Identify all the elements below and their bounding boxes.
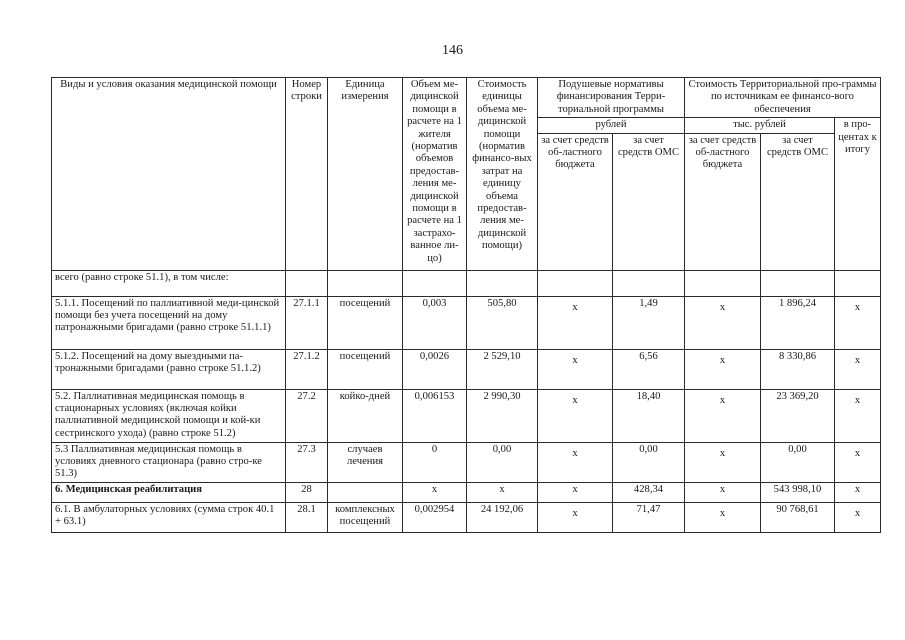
header-row-number: Номер строки — [286, 78, 328, 271]
row-tc-budget: х — [685, 349, 761, 389]
row-pc-budget: х — [538, 296, 613, 349]
row-unit — [328, 482, 403, 502]
row-unit-cost: 2 990,30 — [467, 389, 538, 442]
row-pc-budget: х — [538, 482, 613, 502]
row-name: 5.2. Паллиативная медицинская помощь в стационарных условиях (включая койки паллиативной медицинской помощи и кой-ки сестринского ухода) (равно строке 51.2) — [52, 389, 286, 442]
header-per-capita: Подушевые нормативы финансирования Терри-ториальной программы — [538, 78, 685, 118]
row-tc-budget: х — [685, 389, 761, 442]
row-unit: койко-дней — [328, 389, 403, 442]
row-tc-budget: х — [685, 482, 761, 502]
row-unit-cost: 24 192,06 — [467, 502, 538, 532]
row-unit: случаев лечения — [328, 442, 403, 482]
header-type: Виды и условия оказания медицинской помощи — [52, 78, 286, 271]
row-percent: х — [835, 482, 881, 502]
row-volume: 0,002954 — [403, 502, 467, 532]
header-pc-oms: за счет средств ОМС — [613, 133, 685, 270]
header-unit-cost: Стоимость единицы объема ме-дицинской помощи (норматив финансо-вых затрат на единицу объема предостав-ления ме-дицинской помощи) — [467, 78, 538, 271]
cost-table — [51, 77, 881, 533]
header-program-cost: Стоимость Территориальной про-граммы по источникам ее финансо-вого обеспечения — [685, 78, 881, 118]
row-tc-oms: 23 369,20 — [761, 389, 835, 442]
page-number: 146 — [442, 43, 463, 58]
row-tc-oms: 1 896,24 — [761, 296, 835, 349]
row-tc-oms: 90 768,61 — [761, 502, 835, 532]
row-number: 28.1 — [286, 502, 328, 532]
row-unit-cost: 505,80 — [467, 296, 538, 349]
row-tc-budget: х — [685, 502, 761, 532]
table-row — [52, 442, 881, 482]
header-tc-oms: за счет средств ОМС — [761, 133, 835, 270]
row-pc-oms: 6,56 — [613, 349, 685, 389]
row-unit: комплексных посещений — [328, 502, 403, 532]
row-number: 27.1.1 — [286, 296, 328, 349]
row-tc-budget: х — [685, 442, 761, 482]
row-volume: 0 — [403, 442, 467, 482]
table-row — [52, 389, 881, 442]
table-row — [52, 296, 881, 349]
row-pc-budget: х — [538, 389, 613, 442]
row-volume: 0,006153 — [403, 389, 467, 442]
row-volume: 0,003 — [403, 296, 467, 349]
table-row — [52, 502, 881, 532]
row-tc-oms: 8 330,86 — [761, 349, 835, 389]
row-pc-budget: х — [538, 442, 613, 482]
row-unit-cost: х — [467, 482, 538, 502]
row-percent: х — [835, 389, 881, 442]
row-percent: х — [835, 349, 881, 389]
row-name: 5.1.1. Посещений по паллиативной меди-цинской помощи без учета посещений на дому патронажными бригадами (равно строке 51.1.1) — [52, 296, 286, 349]
row-name: 5.3 Паллиативная медицинская помощь в условиях дневного стационара (равно стро-ке 51.3) — [52, 442, 286, 482]
intro-row — [52, 270, 881, 296]
header-row-1 — [52, 78, 881, 118]
row-name: 6.1. В амбулаторных условиях (сумма строк 40.1 + 63.1) — [52, 502, 286, 532]
row-pc-budget: х — [538, 502, 613, 532]
row-pc-oms: 0,00 — [613, 442, 685, 482]
header-pc-regional-budget: за счет средств об-ластного бюджета — [538, 133, 613, 270]
row-percent: х — [835, 296, 881, 349]
row-volume: х — [403, 482, 467, 502]
row-number: 27.3 — [286, 442, 328, 482]
row-name: 6. Медицинская реабилитация — [52, 482, 286, 502]
row-number: 27.1.2 — [286, 349, 328, 389]
header-percent: в про-центах к итогу — [835, 118, 881, 270]
row-percent: х — [835, 442, 881, 482]
header-volume: Объем ме-дицинской помощи в расчете на 1 жителя (норматив объемов предостав-ления ме-дицинской помощи в расчете на 1 застрахо-ванное ли-цо) — [403, 78, 467, 271]
row-tc-oms: 543 998,10 — [761, 482, 835, 502]
header-unit-thousand-rubles: тыс. рублей — [685, 118, 835, 133]
row-number: 27.2 — [286, 389, 328, 442]
row-unit: посещений — [328, 349, 403, 389]
header-unit-rubles: рублей — [538, 118, 685, 133]
table-row — [52, 349, 881, 389]
row-name: 5.1.2. Посещений на дому выездными па-тронажными бригадами (равно строке 51.1.2) — [52, 349, 286, 389]
row-unit: посещений — [328, 296, 403, 349]
row-tc-budget: х — [685, 296, 761, 349]
header-unit: Единица измерения — [328, 78, 403, 271]
row-pc-oms: 428,34 — [613, 482, 685, 502]
row-number: 28 — [286, 482, 328, 502]
row-unit-cost: 0,00 — [467, 442, 538, 482]
row-pc-oms: 1,49 — [613, 296, 685, 349]
row-pc-oms: 18,40 — [613, 389, 685, 442]
header-tc-regional-budget: за счет средств об-ластного бюджета — [685, 133, 761, 270]
row-unit-cost: 2 529,10 — [467, 349, 538, 389]
row-volume: 0,0026 — [403, 349, 467, 389]
row-tc-oms: 0,00 — [761, 442, 835, 482]
row-pc-budget: х — [538, 349, 613, 389]
intro-label: всего (равно строке 51.1), в том числе: — [52, 270, 286, 296]
row-pc-oms: 71,47 — [613, 502, 685, 532]
row-percent: х — [835, 502, 881, 532]
table-row — [52, 482, 881, 502]
